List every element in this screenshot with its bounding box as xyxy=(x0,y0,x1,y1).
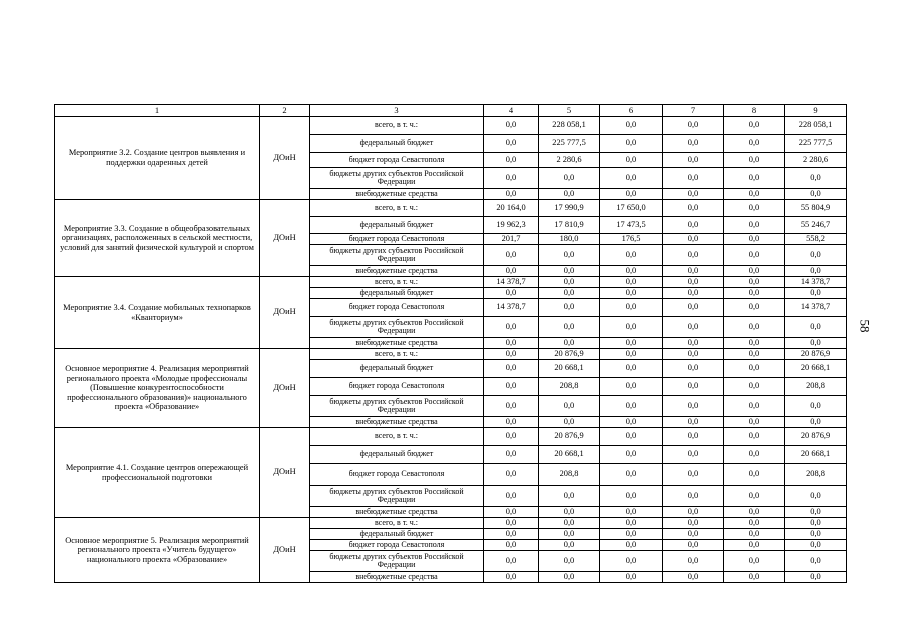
amount-cell: 0,0 xyxy=(785,518,847,529)
amount-cell: 0,0 xyxy=(724,349,785,360)
amount-cell: 0,0 xyxy=(724,234,785,245)
amount-cell: 201,7 xyxy=(484,234,539,245)
amount-cell: 0,0 xyxy=(724,266,785,277)
amount-cell: 0,0 xyxy=(724,168,785,189)
funding-source-cell: бюджеты других субъектов Российской Федерации xyxy=(310,168,484,189)
table-row xyxy=(55,117,847,135)
amount-cell: 0,0 xyxy=(484,349,539,360)
amount-cell: 0,0 xyxy=(484,518,539,529)
amount-cell: 225 777,5 xyxy=(539,135,600,153)
funding-source-cell: бюджеты других субъектов Российской Федерации xyxy=(310,486,484,507)
amount-cell: 0,0 xyxy=(484,168,539,189)
amount-cell: 0,0 xyxy=(484,446,539,464)
funding-source-cell: бюджет города Севастополя xyxy=(310,299,484,317)
funding-source-cell: бюджеты других субъектов Российской Федерации xyxy=(310,245,484,266)
amount-cell: 0,0 xyxy=(539,572,600,583)
amount-cell: 0,0 xyxy=(484,245,539,266)
funding-source-cell: всего, в т. ч.: xyxy=(310,200,484,217)
table-row xyxy=(55,349,847,360)
amount-cell: 20 668,1 xyxy=(785,446,847,464)
activity-cell: Мероприятие 3.3. Создание в общеобразовательных организациях, расположенных в сельской местности, условий для занятий физической культурой и спортом xyxy=(55,200,260,277)
amount-cell: 176,5 xyxy=(600,234,663,245)
amount-cell: 0,0 xyxy=(724,551,785,572)
amount-cell: 0,0 xyxy=(539,266,600,277)
amount-cell: 0,0 xyxy=(663,396,724,417)
amount-cell: 0,0 xyxy=(600,117,663,135)
amount-cell: 0,0 xyxy=(663,572,724,583)
amount-cell: 0,0 xyxy=(600,266,663,277)
amount-cell: 0,0 xyxy=(600,288,663,299)
amount-cell: 0,0 xyxy=(663,540,724,551)
amount-cell: 0,0 xyxy=(539,189,600,200)
amount-cell: 0,0 xyxy=(539,288,600,299)
amount-cell: 0,0 xyxy=(600,540,663,551)
header-cell: 3 xyxy=(310,105,484,117)
amount-cell: 0,0 xyxy=(539,486,600,507)
amount-cell: 0,0 xyxy=(663,288,724,299)
amount-cell: 0,0 xyxy=(785,168,847,189)
amount-cell: 0,0 xyxy=(785,189,847,200)
amount-cell: 0,0 xyxy=(663,378,724,396)
amount-cell: 0,0 xyxy=(484,338,539,349)
amount-cell: 0,0 xyxy=(724,117,785,135)
amount-cell: 0,0 xyxy=(484,317,539,338)
header-cell: 6 xyxy=(600,105,663,117)
funding-source-cell: всего, в т. ч.: xyxy=(310,428,484,446)
amount-cell: 0,0 xyxy=(484,266,539,277)
amount-cell: 0,0 xyxy=(663,277,724,288)
amount-cell: 0,0 xyxy=(484,378,539,396)
funding-source-cell: бюджеты других субъектов Российской Федерации xyxy=(310,317,484,338)
amount-cell: 0,0 xyxy=(663,135,724,153)
amount-cell: 0,0 xyxy=(785,551,847,572)
amount-cell: 0,0 xyxy=(539,529,600,540)
executor-cell: ДОиН xyxy=(260,200,310,277)
amount-cell: 0,0 xyxy=(484,396,539,417)
amount-cell: 0,0 xyxy=(785,245,847,266)
amount-cell: 558,2 xyxy=(785,234,847,245)
amount-cell: 0,0 xyxy=(785,396,847,417)
amount-cell: 228 058,1 xyxy=(539,117,600,135)
amount-cell: 55 804,9 xyxy=(785,200,847,217)
amount-cell: 0,0 xyxy=(663,360,724,378)
amount-cell: 17 990,9 xyxy=(539,200,600,217)
amount-cell: 0,0 xyxy=(724,572,785,583)
funding-source-cell: всего, в т. ч.: xyxy=(310,117,484,135)
amount-cell: 208,8 xyxy=(539,464,600,486)
amount-cell: 0,0 xyxy=(663,266,724,277)
funding-source-cell: всего, в т. ч.: xyxy=(310,518,484,529)
amount-cell: 228 058,1 xyxy=(785,117,847,135)
funding-source-cell: внебюджетные средства xyxy=(310,572,484,583)
funding-source-cell: федеральный бюджет xyxy=(310,135,484,153)
header-cell: 7 xyxy=(663,105,724,117)
amount-cell: 0,0 xyxy=(484,288,539,299)
funding-source-cell: внебюджетные средства xyxy=(310,189,484,200)
amount-cell: 0,0 xyxy=(484,507,539,518)
amount-cell: 0,0 xyxy=(539,277,600,288)
amount-cell: 0,0 xyxy=(600,572,663,583)
amount-cell: 0,0 xyxy=(600,189,663,200)
amount-cell: 0,0 xyxy=(724,317,785,338)
funding-source-cell: федеральный бюджет xyxy=(310,529,484,540)
amount-cell: 20 876,9 xyxy=(785,349,847,360)
amount-cell: 0,0 xyxy=(484,117,539,135)
amount-cell: 0,0 xyxy=(539,299,600,317)
executor-cell: ДОиН xyxy=(260,349,310,428)
funding-source-cell: бюджет города Севастополя xyxy=(310,464,484,486)
funding-source-cell: бюджет города Севастополя xyxy=(310,378,484,396)
activity-cell: Мероприятие 3.2. Создание центров выявления и поддержки одаренных детей xyxy=(55,117,260,200)
amount-cell: 0,0 xyxy=(663,349,724,360)
amount-cell: 0,0 xyxy=(663,518,724,529)
amount-cell: 0,0 xyxy=(600,529,663,540)
header-cell: 8 xyxy=(724,105,785,117)
funding-source-cell: внебюджетные средства xyxy=(310,507,484,518)
amount-cell: 0,0 xyxy=(539,396,600,417)
amount-cell: 0,0 xyxy=(785,507,847,518)
executor-cell: ДОиН xyxy=(260,277,310,349)
header-cell: 4 xyxy=(484,105,539,117)
amount-cell: 20 876,9 xyxy=(539,428,600,446)
funding-source-cell: федеральный бюджет xyxy=(310,360,484,378)
amount-cell: 0,0 xyxy=(724,396,785,417)
amount-cell: 0,0 xyxy=(724,338,785,349)
activity-cell: Основное мероприятие 5. Реализация мероприятий регионального проекта «Учитель будущего» национального проекта «Образование» xyxy=(55,518,260,583)
amount-cell: 0,0 xyxy=(724,446,785,464)
amount-cell: 0,0 xyxy=(724,299,785,317)
amount-cell: 0,0 xyxy=(663,551,724,572)
amount-cell: 0,0 xyxy=(724,135,785,153)
amount-cell: 0,0 xyxy=(600,464,663,486)
amount-cell: 0,0 xyxy=(484,486,539,507)
amount-cell: 0,0 xyxy=(724,518,785,529)
amount-cell: 0,0 xyxy=(600,153,663,168)
table-row xyxy=(55,277,847,288)
amount-cell: 0,0 xyxy=(539,518,600,529)
amount-cell: 0,0 xyxy=(663,117,724,135)
amount-cell: 208,8 xyxy=(785,464,847,486)
amount-cell: 0,0 xyxy=(539,245,600,266)
funding-source-cell: бюджеты других субъектов Российской Федерации xyxy=(310,396,484,417)
amount-cell: 0,0 xyxy=(724,428,785,446)
amount-cell: 14 378,7 xyxy=(484,277,539,288)
amount-cell: 0,0 xyxy=(724,153,785,168)
table-row xyxy=(55,518,847,529)
amount-cell: 20 876,9 xyxy=(785,428,847,446)
amount-cell: 0,0 xyxy=(600,338,663,349)
amount-cell: 0,0 xyxy=(539,551,600,572)
amount-cell: 0,0 xyxy=(600,551,663,572)
amount-cell: 0,0 xyxy=(484,551,539,572)
amount-cell: 0,0 xyxy=(724,277,785,288)
funding-source-cell: бюджеты других субъектов Российской Федерации xyxy=(310,551,484,572)
amount-cell: 0,0 xyxy=(724,464,785,486)
funding-source-cell: внебюджетные средства xyxy=(310,417,484,428)
amount-cell: 0,0 xyxy=(724,507,785,518)
amount-cell: 14 378,7 xyxy=(484,299,539,317)
amount-cell: 0,0 xyxy=(539,168,600,189)
activity-cell: Основное мероприятие 4. Реализация мероприятий регионального проекта «Молодые профессионалы (Повышение конкурентоспособности профессионального образования)» национального проекта «Образование» xyxy=(55,349,260,428)
funding-table xyxy=(54,104,847,583)
amount-cell: 0,0 xyxy=(724,360,785,378)
amount-cell: 0,0 xyxy=(663,245,724,266)
amount-cell: 0,0 xyxy=(663,486,724,507)
header-cell: 1 xyxy=(55,105,260,117)
amount-cell: 0,0 xyxy=(785,540,847,551)
amount-cell: 0,0 xyxy=(539,317,600,338)
amount-cell: 0,0 xyxy=(600,396,663,417)
amount-cell: 0,0 xyxy=(600,417,663,428)
funding-source-cell: федеральный бюджет xyxy=(310,288,484,299)
header-cell: 9 xyxy=(785,105,847,117)
amount-cell: 208,8 xyxy=(785,378,847,396)
amount-cell: 0,0 xyxy=(539,507,600,518)
amount-cell: 0,0 xyxy=(724,417,785,428)
amount-cell: 0,0 xyxy=(663,200,724,217)
amount-cell: 20 668,1 xyxy=(785,360,847,378)
activity-cell: Мероприятие 4.1. Создание центров опережающей профессиональной подготовки xyxy=(55,428,260,518)
amount-cell: 0,0 xyxy=(600,428,663,446)
funding-source-cell: внебюджетные средства xyxy=(310,338,484,349)
amount-cell: 0,0 xyxy=(663,189,724,200)
amount-cell: 0,0 xyxy=(484,464,539,486)
amount-cell: 0,0 xyxy=(724,217,785,234)
executor-cell: ДОиН xyxy=(260,117,310,200)
amount-cell: 0,0 xyxy=(600,168,663,189)
amount-cell: 0,0 xyxy=(539,540,600,551)
amount-cell: 20 668,1 xyxy=(539,446,600,464)
amount-cell: 0,0 xyxy=(663,299,724,317)
amount-cell: 2 280,6 xyxy=(785,153,847,168)
amount-cell: 0,0 xyxy=(724,189,785,200)
amount-cell: 0,0 xyxy=(600,507,663,518)
amount-cell: 0,0 xyxy=(600,486,663,507)
funding-source-cell: внебюджетные средства xyxy=(310,266,484,277)
amount-cell: 0,0 xyxy=(663,338,724,349)
executor-cell: ДОиН xyxy=(260,428,310,518)
amount-cell: 0,0 xyxy=(785,572,847,583)
amount-cell: 0,0 xyxy=(724,288,785,299)
amount-cell: 0,0 xyxy=(600,446,663,464)
amount-cell: 0,0 xyxy=(724,540,785,551)
amount-cell: 0,0 xyxy=(600,518,663,529)
amount-cell: 19 962,3 xyxy=(484,217,539,234)
amount-cell: 0,0 xyxy=(600,317,663,338)
amount-cell: 0,0 xyxy=(663,417,724,428)
amount-cell: 0,0 xyxy=(539,417,600,428)
amount-cell: 0,0 xyxy=(484,540,539,551)
amount-cell: 17 650,0 xyxy=(600,200,663,217)
amount-cell: 0,0 xyxy=(600,349,663,360)
amount-cell: 17 810,9 xyxy=(539,217,600,234)
amount-cell: 0,0 xyxy=(663,464,724,486)
amount-cell: 0,0 xyxy=(484,189,539,200)
header-row xyxy=(55,105,847,117)
amount-cell: 0,0 xyxy=(785,266,847,277)
amount-cell: 0,0 xyxy=(724,200,785,217)
activity-cell: Мероприятие 3.4. Создание мобильных технопарков «Кванториум» xyxy=(55,277,260,349)
funding-source-cell: бюджет города Севастополя xyxy=(310,153,484,168)
amount-cell: 0,0 xyxy=(785,417,847,428)
amount-cell: 208,8 xyxy=(539,378,600,396)
amount-cell: 17 473,5 xyxy=(600,217,663,234)
amount-cell: 0,0 xyxy=(663,446,724,464)
amount-cell: 225 777,5 xyxy=(785,135,847,153)
amount-cell: 0,0 xyxy=(663,529,724,540)
amount-cell: 0,0 xyxy=(484,153,539,168)
amount-cell: 0,0 xyxy=(600,245,663,266)
amount-cell: 0,0 xyxy=(663,234,724,245)
funding-source-cell: всего, в т. ч.: xyxy=(310,277,484,288)
amount-cell: 0,0 xyxy=(724,245,785,266)
funding-source-cell: бюджет города Севастополя xyxy=(310,234,484,245)
amount-cell: 0,0 xyxy=(785,317,847,338)
executor-cell: ДОиН xyxy=(260,518,310,583)
amount-cell: 0,0 xyxy=(663,217,724,234)
amount-cell: 20 668,1 xyxy=(539,360,600,378)
amount-cell: 0,0 xyxy=(539,338,600,349)
amount-cell: 0,0 xyxy=(600,135,663,153)
amount-cell: 0,0 xyxy=(724,378,785,396)
header-cell: 2 xyxy=(260,105,310,117)
amount-cell: 0,0 xyxy=(484,428,539,446)
funding-source-cell: всего, в т. ч.: xyxy=(310,349,484,360)
amount-cell: 0,0 xyxy=(785,486,847,507)
funding-source-cell: федеральный бюджет xyxy=(310,217,484,234)
amount-cell: 0,0 xyxy=(484,360,539,378)
amount-cell: 0,0 xyxy=(724,486,785,507)
amount-cell: 55 246,7 xyxy=(785,217,847,234)
funding-source-cell: федеральный бюджет xyxy=(310,446,484,464)
amount-cell: 0,0 xyxy=(785,338,847,349)
amount-cell: 0,0 xyxy=(484,572,539,583)
amount-cell: 0,0 xyxy=(600,277,663,288)
amount-cell: 14 378,7 xyxy=(785,299,847,317)
amount-cell: 0,0 xyxy=(663,153,724,168)
amount-cell: 0,0 xyxy=(785,288,847,299)
amount-cell: 0,0 xyxy=(484,417,539,428)
amount-cell: 0,0 xyxy=(724,529,785,540)
amount-cell: 0,0 xyxy=(663,507,724,518)
amount-cell: 0,0 xyxy=(663,168,724,189)
amount-cell: 0,0 xyxy=(600,299,663,317)
header-cell: 5 xyxy=(539,105,600,117)
amount-cell: 0,0 xyxy=(600,378,663,396)
amount-cell: 0,0 xyxy=(484,135,539,153)
amount-cell: 2 280,6 xyxy=(539,153,600,168)
amount-cell: 20 876,9 xyxy=(539,349,600,360)
funding-source-cell: бюджет города Севастополя xyxy=(310,540,484,551)
amount-cell: 0,0 xyxy=(663,428,724,446)
amount-cell: 0,0 xyxy=(600,360,663,378)
amount-cell: 0,0 xyxy=(785,529,847,540)
table-row xyxy=(55,200,847,217)
amount-cell: 14 378,7 xyxy=(785,277,847,288)
amount-cell: 20 164,0 xyxy=(484,200,539,217)
table-row xyxy=(55,428,847,446)
amount-cell: 180,0 xyxy=(539,234,600,245)
amount-cell: 0,0 xyxy=(484,529,539,540)
amount-cell: 0,0 xyxy=(663,317,724,338)
page-number: 58 xyxy=(857,319,873,333)
